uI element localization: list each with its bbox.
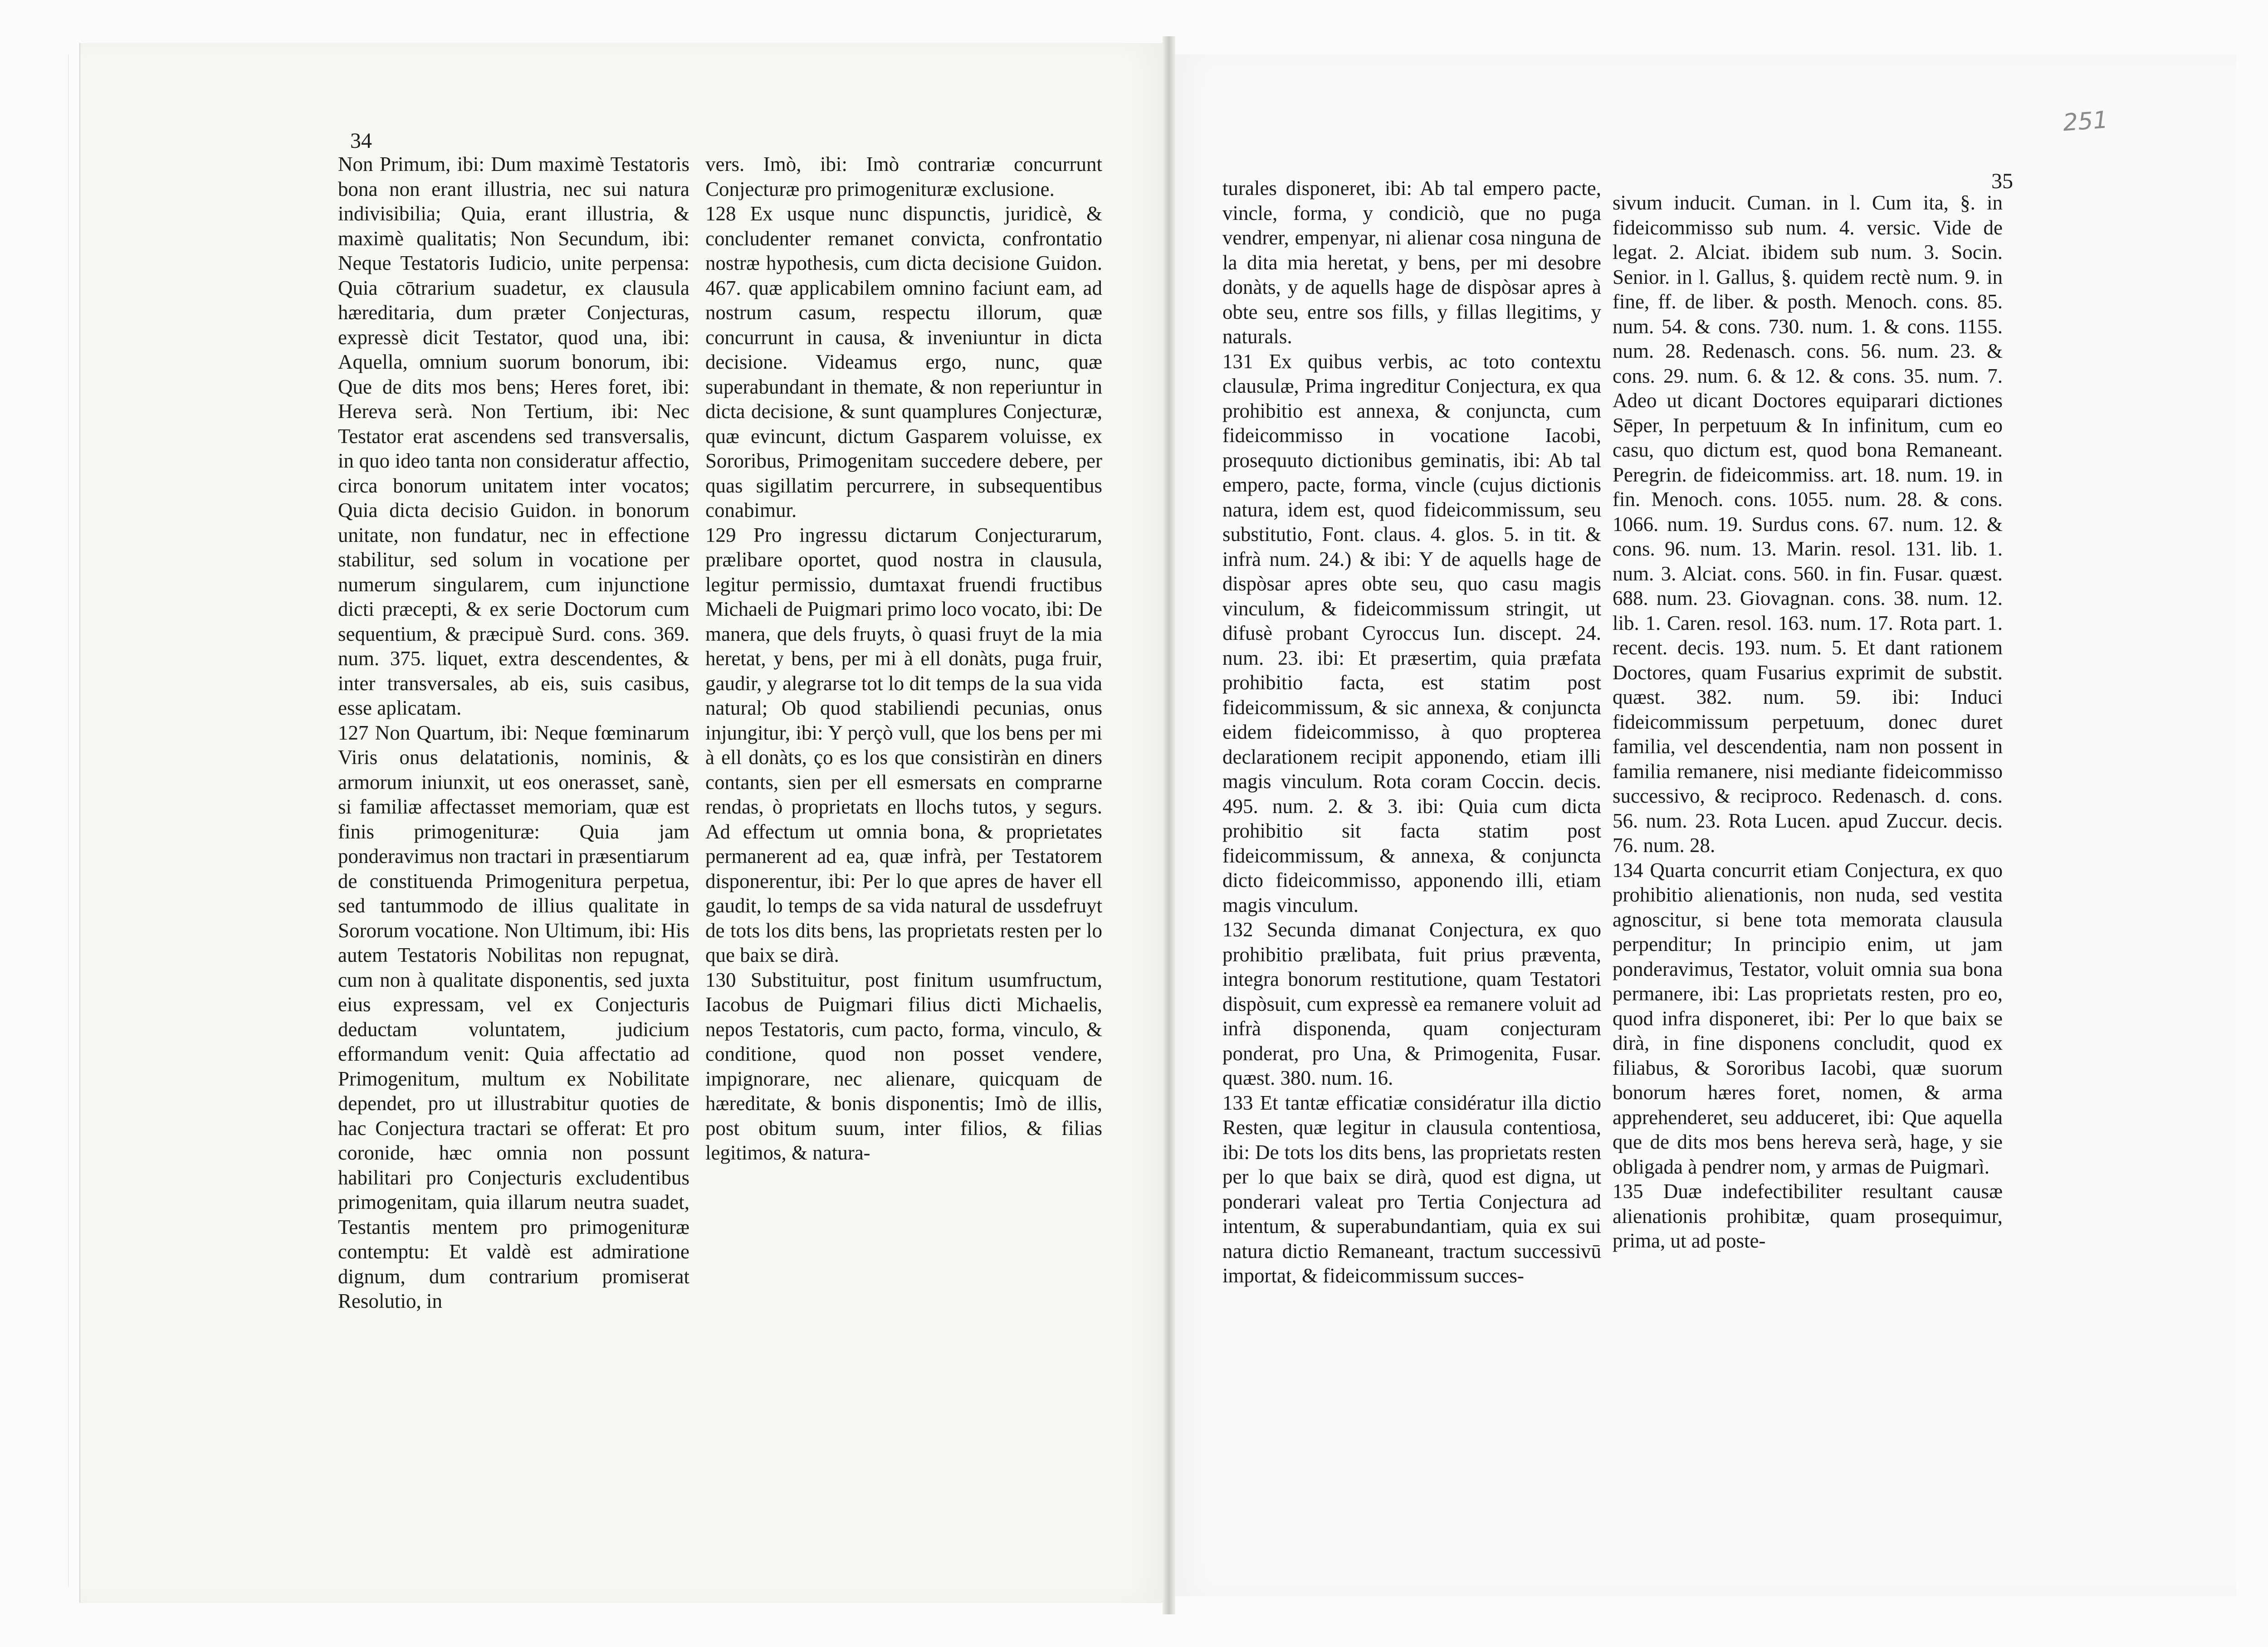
right-page-column-1 (1222, 176, 1601, 1288)
book-gutter (1163, 36, 1175, 1614)
right-page-number: 35 (1991, 169, 2013, 193)
left-col1-text: Non Primum, ibi: Dum maximè Testatoris bona non erant illustria, nec sui natura indivisibilia; Quia, erant illustria, & maximè qualitatis; Non Secundum, ibi: Neque Testatoris Iudicio, unite perpensa: Quia cōtrarium suadetur, ex clausula hæreditaria, dum præter Conjecturas, expressè dicit Testator, quod una, ibi: Aquella, omnium suorum bonorum, ibi: Que de dits mos bens; Heres foret, ibi: Hereva serà. Non Tertium, ibi: Nec Testator erat ascendens sed transversalis, in quo ideo tanta non consideratur affectio, circa bonorum unitatem inter vocatos; Quia dicta decisio Guidon. in bonorum unitate, non fundatur, nec in effectione stabilitur, sed solum in vocatione per numerum singularem, cum injunctione dicti præcepti, & ex serie Doctorum cum sequentium, & præcipuè Surd. cons. 369. num. 375. liquet, extra descendentes, & inter transversales, ab eis, suis casibus, esse aplicatam. 127 Non Quartum, ibi: Neque fœminarum Viris onus delatationis, nominis, & armorum iniunxit, ut eos onerasset, sanè, si familiæ affectasset memoriam, quæ est finis primogenituræ: Quia jam ponderavimus non tractari in præsentiarum de constituenda Primogenitura perpetua, sed tantummodo de illius qualitate in Sororum vocatione. Non Ultimum, ibi: His autem Testatoris Nobilitas non repugnat, cum non à qualitate disponentis, sed juxta eius expressam, vel ex Conjecturis deductam voluntatem, judicium efformandum venit: Quia affectatio ad Primogenitum, multum ex Nobilitate dependet, pro ut illustrabitur quoties de hac Conjectura tractari se offerat: Et pro coronide, hæc omnia non possunt habilitari pro Conjecturis excludentibus primogenitam, quia illarum neutra suadet, Testantis mentem pro primogenituræ contemptu: Et valdè est admiratione dignum, dum contrarium promiserat Resolutio, in (338, 153, 689, 1312)
right-col1-text: turales disponeret, ibi: Ab tal empero pacte, vincle, forma, y condiciò, que no puga vendrer, empenyar, ni alienar cosa ninguna de la dita mia heretat, y bens, per mi desobre donàts, y de aquells hage de dispòsar apres à obte seu, entre sos fills, y fillas llegitims, y naturals. 131 Ex quibus verbis, ac toto contextu clausulæ, Prima ingreditur Conjectura, ex qua prohibitio est annexa, & conjuncta, cum fideicommisso in vocatione Iacobi, prosequuto dictionibus geminatis, ibi: Ab tal empero, pacte, forma, vincle (cujus dictionis natura, idem est, quod fideicommissum, seu substitutio, Font. claus. 4. glos. 5. in tit. & infrà num. 24.) & ibi: Y de aquells hage de dispòsar apres obte seu, quo casu magis vinculum, & fideicommissum stringit, ut difusè probant Cyroccus Iun. discept. 24. num. 23. ibi: Et præsertim, quia præfata prohibitio facta, est statim post fideicommissum, & sic annexa, & conjuncta eidem fideicommisso, à quo propterea declarationem recipit apponendo, etiam illi magis vinculum. Rota coram Coccin. decis. 495. num. 2. & 3. ibi: Quia cum dicta prohibitio sit facta statim post fideicommissum, & annexa, & conjuncta dicto fideicommisso, apponendo illi, etiam magis vinculum. 132 Secunda dimanat Conjectura, ex quo prohibitio prælibata, fuit prius præventa, integra bonorum restitutione, quam Testatori dispòsuit, cum expressè ea remanere voluit ad infrà disponenda, quam conjecturam ponderat, pro Una, & Primogenita, Fusar. quæst. 380. num. 16. 133 Et tantæ efficatiæ considératur illa dictio Resten, quæ legitur in clausula contentiosa, ibi: De tots los dits bens, las proprietats resten per lo que baix se dirà, quod est digna, ut ponderari valeat pro Tertia Conjectura ad intentum, & superabundantiam, quia ex sui natura dictio Remaneant, tractum successivū importat, & fideicommissum succes- (1222, 177, 1601, 1287)
left-col2-text: vers. Imò, ibi: Imò contrariæ concurrunt Conjecturæ pro primogenituræ exclusione. 128 Ex usque nunc dispunctis, juridicè, & concludenter remanet convicta, confrontatio nostræ hypothesis, cum dicta decisione Guidon. 467. quæ applicabilem omnino faciunt eam, ad nostrum casum, respectu illorum, quæ concurrunt in causa, & inveniuntur in dicta decisione. Videamus ergo, nunc, quæ superabundant in themate, & non reperiuntur in dicta decisione, & sunt quamplures Conjecturæ, quæ evincunt, dictum Gasparem voluisse, ex Sororibus, Primogenitam succedere debere, per quas sigillatim percurrere, in subsequentibus conabimur. 129 Pro ingressu dictarum Conjecturarum, prælibare oportet, quod nostra in clausula, legitur permissio, dumtaxat fruendi fructibus Michaeli de Puigmari primo loco vocato, ibi: De manera, que dels fruyts, ò quasi fruyt de la mia heretat, y bens, per mi à ell donàts, puga fruir, gaudir, y alegrarse tot lo dit temps de la sua vida natural; Ob quod stabiliendi pecunias, onus injungitur, ibi: Y perçò vull, que los bens per mi à ell donàts, ço es los que consistiràn en diners contants, sien per ell esmersats en comprarne rendas, ò proprietats en llochs tutos, y segurs. Ad effectum ut omnia bona, & proprietates permanerent ad ea, quæ infrà, per Testatorem disponerentur, ibi: Per lo que apres de haver ell gaudit, lo temps de sa vida natural de ussdefruyt de tots los dits bens, las proprietats resten per lo que baix se dirà. 130 Substituitur, post finitum usumfructum, Iacobus de Puigmari filius dicti Michaelis, nepos Testatoris, cum pacto, forma, vinculo, & conditione, quod non posset vendere, impignorare, nec alienare, quicquam de hæreditate, & bonis disponentis; Imò de illis, post obitum suum, inter filios, & filias legitimos, & natura- (705, 153, 1102, 1164)
left-page-column-2 (705, 152, 1102, 1165)
right-col2-text: sivum inducit. Cuman. in l. Cum ita, §. in fideicommisso sub num. 4. versic. Vide de legat. 2. Alciat. ibidem sub num. 3. Socin. Senior. in l. Gallus, §. quidem rectè num. 9. in fine, ff. de liber. & posth. Menoch. cons. 85. num. 54. & cons. 730. num. 1. & cons. 1155. num. 28. Redenasch. cons. 56. num. 23. & cons. 29. num. 6. & 12. & cons. 35. num. 7. Adeo ut dicant Doctores equiparari dictiones Sēper, In perpetuum & In infinitum, cum eo casu, quo dictum est, quod bona Remaneant. Peregrin. de fideicommiss. art. 18. num. 19. in fin. Menoch. cons. 1055. num. 28. & cons. 1066. num. 19. Surdus cons. 67. num. 12. & cons. 96. num. 13. Marin. resol. 131. lib. 1. num. 3. Alciat. cons. 560. in fin. Fusar. quæst. 688. num. 23. Giovagnan. cons. 38. num. 12. lib. 1. Caren. resol. 163. num. 17. Rota part. 1. recent. decis. 193. num. 5. Et dant rationem Doctores, quam Fusarius exprimit de substit. quæst. 382. num. 59. ibi: Induci fideicommissum perpetuum, donec duret familia, vel descendentia, nam non possent in familia remanere, nisi mediante fideicommisso successivo, & reciproco. Redenasch. d. cons. 56. num. 23. Rota Lucen. apud Zuccur. decis. 76. num. 28. 134 Quarta concurrit etiam Conjectura, ex quo prohibitio alienationis, non nuda, sed vestita agnoscitur, si bene tota memorata clausula perpenditur; In principio enim, ut jam ponderavimus, Testator, voluit omnia sua bona permanere, ibi: Las proprietats resten, pro eo, quod infra disponeret, ibi: Per lo que baix se dirà, in fine disponens concludit, quod ex filiabus, & Sororibus Iacobi, quæ suorum bonorum hæres foret, nomen, & arma apprehenderet, seu adduceret, ibi: Que aquella que de dits mos bens hereva serà, hage, y sie obligada à pendrer nom, y armas de Puigmarì. 135 Duæ indefectibiliter resultant causæ alienationis prohibitæ, quam prosequimur, prima, ut ad poste- (1613, 191, 2003, 1252)
left-page-number: 34 (350, 129, 372, 153)
handwritten-folio-number: 251 (2062, 106, 2109, 137)
left-page-column-1 (338, 152, 689, 1314)
right-page-column-2 (1613, 190, 2003, 1253)
